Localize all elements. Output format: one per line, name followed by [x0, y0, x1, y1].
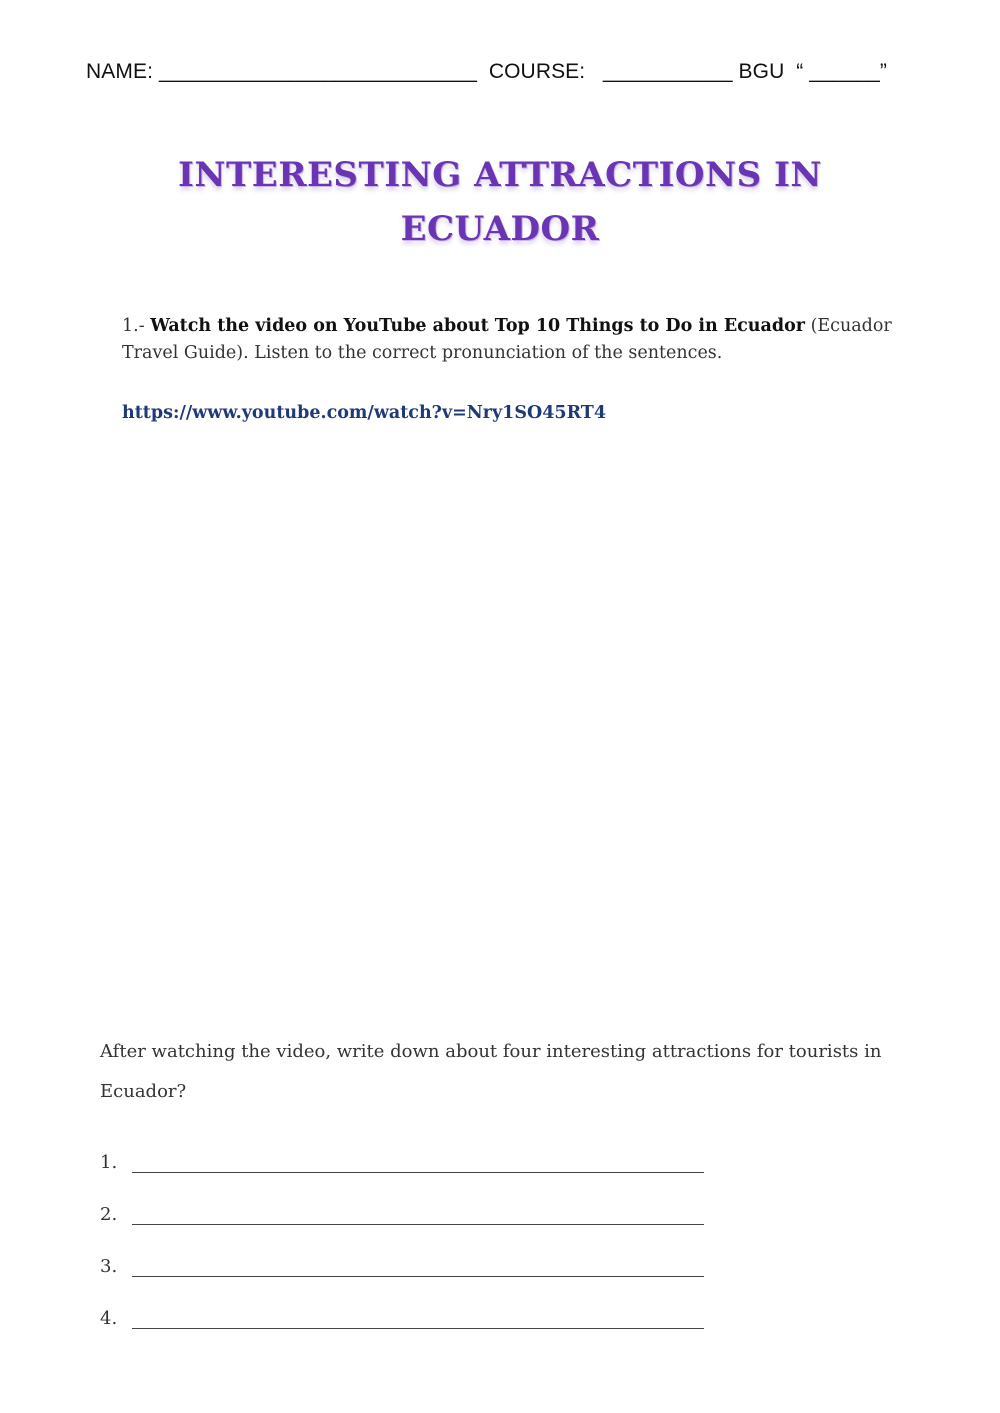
worksheet-title-line-1: INTERESTING ATTRACTIONS IN	[178, 155, 822, 195]
answer-number: 1.	[100, 1152, 118, 1173]
answer-blank-1[interactable]	[132, 1172, 704, 1173]
instruction-number: 1.-	[122, 316, 151, 336]
answer-blank-3[interactable]	[132, 1276, 704, 1277]
answer-number: 3.	[100, 1256, 118, 1277]
instruction-paragraph	[122, 313, 922, 367]
student-info-header: NAME: ___________________________ COURSE: ___________ BGU “ ______”	[86, 60, 888, 83]
answer-row-1	[100, 1150, 720, 1180]
youtube-video-link[interactable]: https://www.youtube.com/watch?v=Nry1SO45RT4	[122, 403, 607, 423]
instruction-rest-text: (Ecuador Travel Guide). Listen to the correct pronunciation of the sentences.	[122, 316, 892, 363]
instruction-bold-text: Watch the video on YouTube about Top 10 Things to Do in Ecuador	[150, 316, 806, 336]
answer-row-2	[100, 1202, 720, 1232]
worksheet-title-line-2: ECUADOR	[400, 209, 600, 249]
question-paragraph: After watching the video, write down about four interesting attractions for tourists in Ecuador?	[100, 1041, 882, 1102]
answer-number: 4.	[100, 1308, 118, 1329]
answer-row-3	[100, 1254, 720, 1284]
answer-number: 2.	[100, 1204, 118, 1225]
answer-row-4	[100, 1306, 720, 1336]
answer-blank-2[interactable]	[132, 1224, 704, 1225]
answer-blank-4[interactable]	[132, 1328, 704, 1329]
